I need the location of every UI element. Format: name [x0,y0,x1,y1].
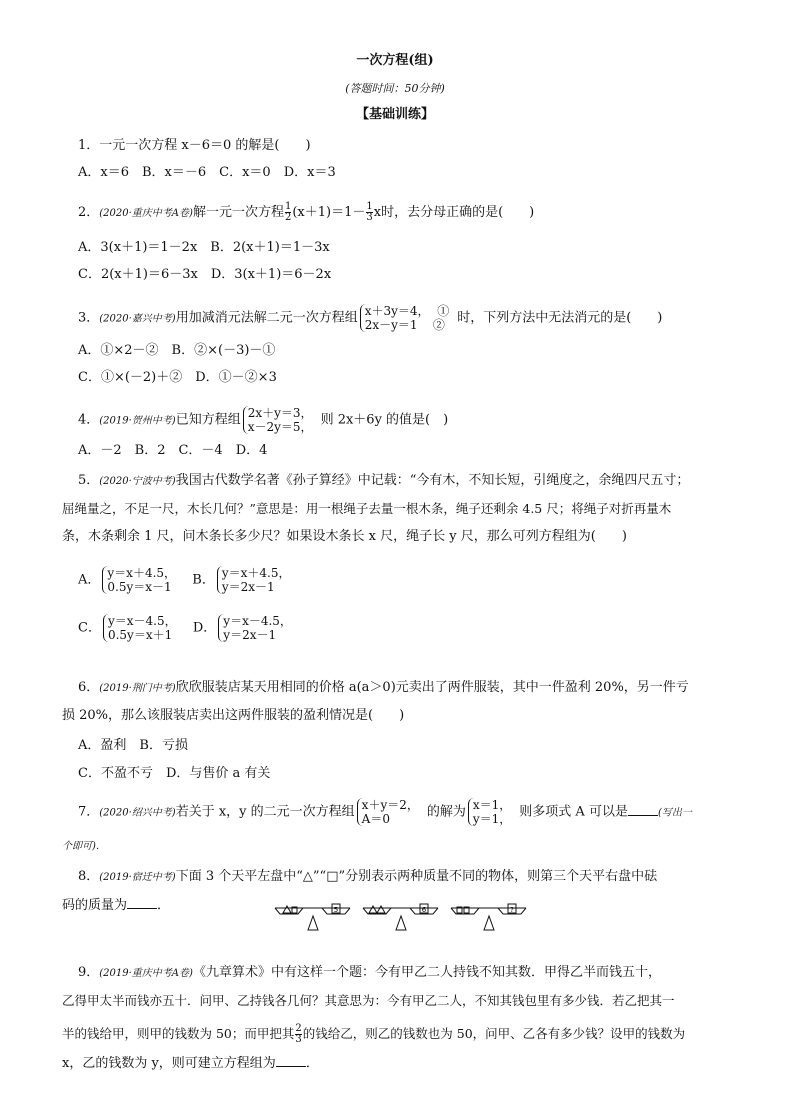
q9-source: (2019·重庆中考A卷) [99,968,193,979]
q2-source: (2020·重庆中考A卷) [99,208,193,219]
weight-label-1: 5 [333,906,339,914]
time-note: (答题时间：50分钟) [345,82,445,95]
balance-3 [451,904,526,930]
balance-1 [275,904,350,930]
triangle-object [377,906,385,913]
q7-source: (2020·绍兴中考) [99,807,176,819]
q6-options-cd: C．不盈不亏 D．与售价 a 有关 [78,766,271,781]
q5-option-b-system: y＝x＋4.5， y＝2x－1 [217,566,297,594]
q4-stem: 4．(2019·贺州中考)已知方程组 2x＋y＝3， x－2y＝5， 则 2x＋6y 的值是( ) [78,406,449,434]
q5-option-a-system: y＝x＋4.5， 0.5y＝x－1 [102,566,182,594]
q7-answer-blank[interactable] [628,803,658,816]
q8-answer-blank[interactable] [127,896,157,909]
q4-system: 2x＋y＝3， x－2y＝5， [243,406,319,434]
q9-line4: x，乙的钱数为 y，则可建立方程组为 ． [62,1056,319,1071]
triangle-object [283,906,291,913]
q5-option-c-system: y＝x－4.5， 0.5y＝x＋1 [103,614,183,642]
q9-line2: 乙得甲太半而钱亦五十．问甲、乙持钱各几何？其意思为：今有甲乙二人，不知其钱包里有多少钱．若乙把其一 [62,993,675,1008]
q3-system: x＋3y＝4， ① 2x－y＝1 ② [360,304,455,332]
q4-source: (2019·贺州中考) [99,415,176,427]
q1-stem: 1．一元一次方程 x－6＝0 的解是( ) [78,138,311,153]
q3-options-cd: C．①×(－2)＋② D．①－②×3 [78,370,277,385]
q9-frac: $\frac{2}{3}$ [295,1023,302,1045]
q3-source: (2020·嘉兴中考) [99,313,176,325]
page-title: 一次方程(组) [356,53,434,68]
q5-options-cd: C． y＝x－4.5， 0.5y＝x＋1 D． y＝x－4.5， y＝2x－1 [78,614,300,642]
q3-stem: 3．(2020·嘉兴中考)用加减消元法解二元一次方程组 x＋3y＝4， ① 2x－y＝1 ② 时，下列方法中无法消元的是( ) [78,304,663,332]
q6-line1: 6．(2019·荆门中考)欣欣服装店某天用相同的价格 a(a＞0)元卖出了两件服装，其中一件盈利 20%，另一件亏 [78,680,689,695]
weight-label-3: ? [510,906,514,914]
section-heading: 【基础训练】 [355,107,434,122]
q6-source: (2019·荆门中考) [99,683,176,694]
q7-system: x＋y＝2， A＝0 [357,798,425,826]
q2-options-ab: A．3(x＋1)＝1－2x B．2(x＋1)＝1－3x [78,240,330,255]
q7-note-cont: 个即可)． [62,841,106,852]
q5-options-ab: A． y＝x＋4.5， 0.5y＝x－1 B． y＝x＋4.5， y＝2x－1 [78,566,299,594]
q8-line1: 8．(2019·宿迁中考)下面 3 个天平左盘中“△”“□”分别表示两种质量不同的物体，则第三个天平右盘中砝 [78,869,658,884]
q6-options-ab: A．盈利 B．亏损 [78,738,188,753]
q5-line3: 条，木条剩余 1 尺，问木条长多少尺？如果设木条长 x 尺，绳子长 y 尺，那么可列方程组为( ) [62,529,627,544]
triangle-object [369,906,377,913]
q2-frac2: $\frac{1}{3}$ [366,201,373,223]
q4-options: A．－2 B．2 C．－4 D．4 [78,443,268,458]
q1-options: A．x＝6 B．x＝－6 C．x＝0 D．x＝3 [78,165,336,180]
q5-source: (2020·宁波中考) [99,476,176,487]
q3-options-ab: A．①×2－② B．②×(－3)－① [78,343,276,358]
q5-line2: 屈绳量之，不足一尺，木长几何？”意思是：用一根绳子去量一根木条，绳子还剩余 4.5 尺；将绳子对折再量木 [62,501,672,516]
q2-options-cd: C．2(x＋1)＝6－3x D．3(x＋1)＝6－2x [78,267,332,282]
weight-label-2: 6 [421,906,427,914]
q8-line2: 码的质量为 ． [62,898,171,913]
q9-answer-blank[interactable] [276,1054,306,1067]
q2-frac1: $\frac{1}{2}$ [284,201,292,223]
q7-stem: 7．(2020·绍兴中考)若关于 x，y 的二元一次方程组 x＋y＝2， A＝0 的解为 x＝1， y＝1， 则多项式 A 可以是 (写出一 [78,798,692,826]
q9-line3: 半的钱给甲，则甲的钱数为 50；而甲把其 $\frac{2}{3}$ 的钱给乙，则乙的钱数也为 50，问甲、乙各有多少钱？设甲的钱数为 [62,1023,686,1045]
q5-option-d-system: y＝x－4.5， y＝2x－1 [218,614,298,642]
balance-scales-figure [270,900,530,934]
q6-line2: 损 20%，那么该服装店卖出这两件服装的盈利情况是( ) [62,708,405,723]
q8-source: (2019·宿迁中考) [99,872,176,883]
q2-stem: 2．(2020·重庆中考A卷)解一元一次方程 $\frac{1}{2}$ (x＋1)＝1－ $\frac{1}{3}$ x时，去分母正确的是( ) [78,201,535,223]
q5-line1: 5．(2020·宁波中考)我国古代数学名著《孙子算经》中记载：“今有木，不知长短，引绳度之，余绳四尺五寸； [78,473,690,488]
balance-2 [363,904,438,930]
q7-solution: x＝1， y＝1， [468,798,517,826]
q9-line1: 9．(2019·重庆中考A卷)《九章算术》中有这样一个题：今有甲乙二人持钱不知其数．甲得乙半而钱五十， [78,965,661,980]
